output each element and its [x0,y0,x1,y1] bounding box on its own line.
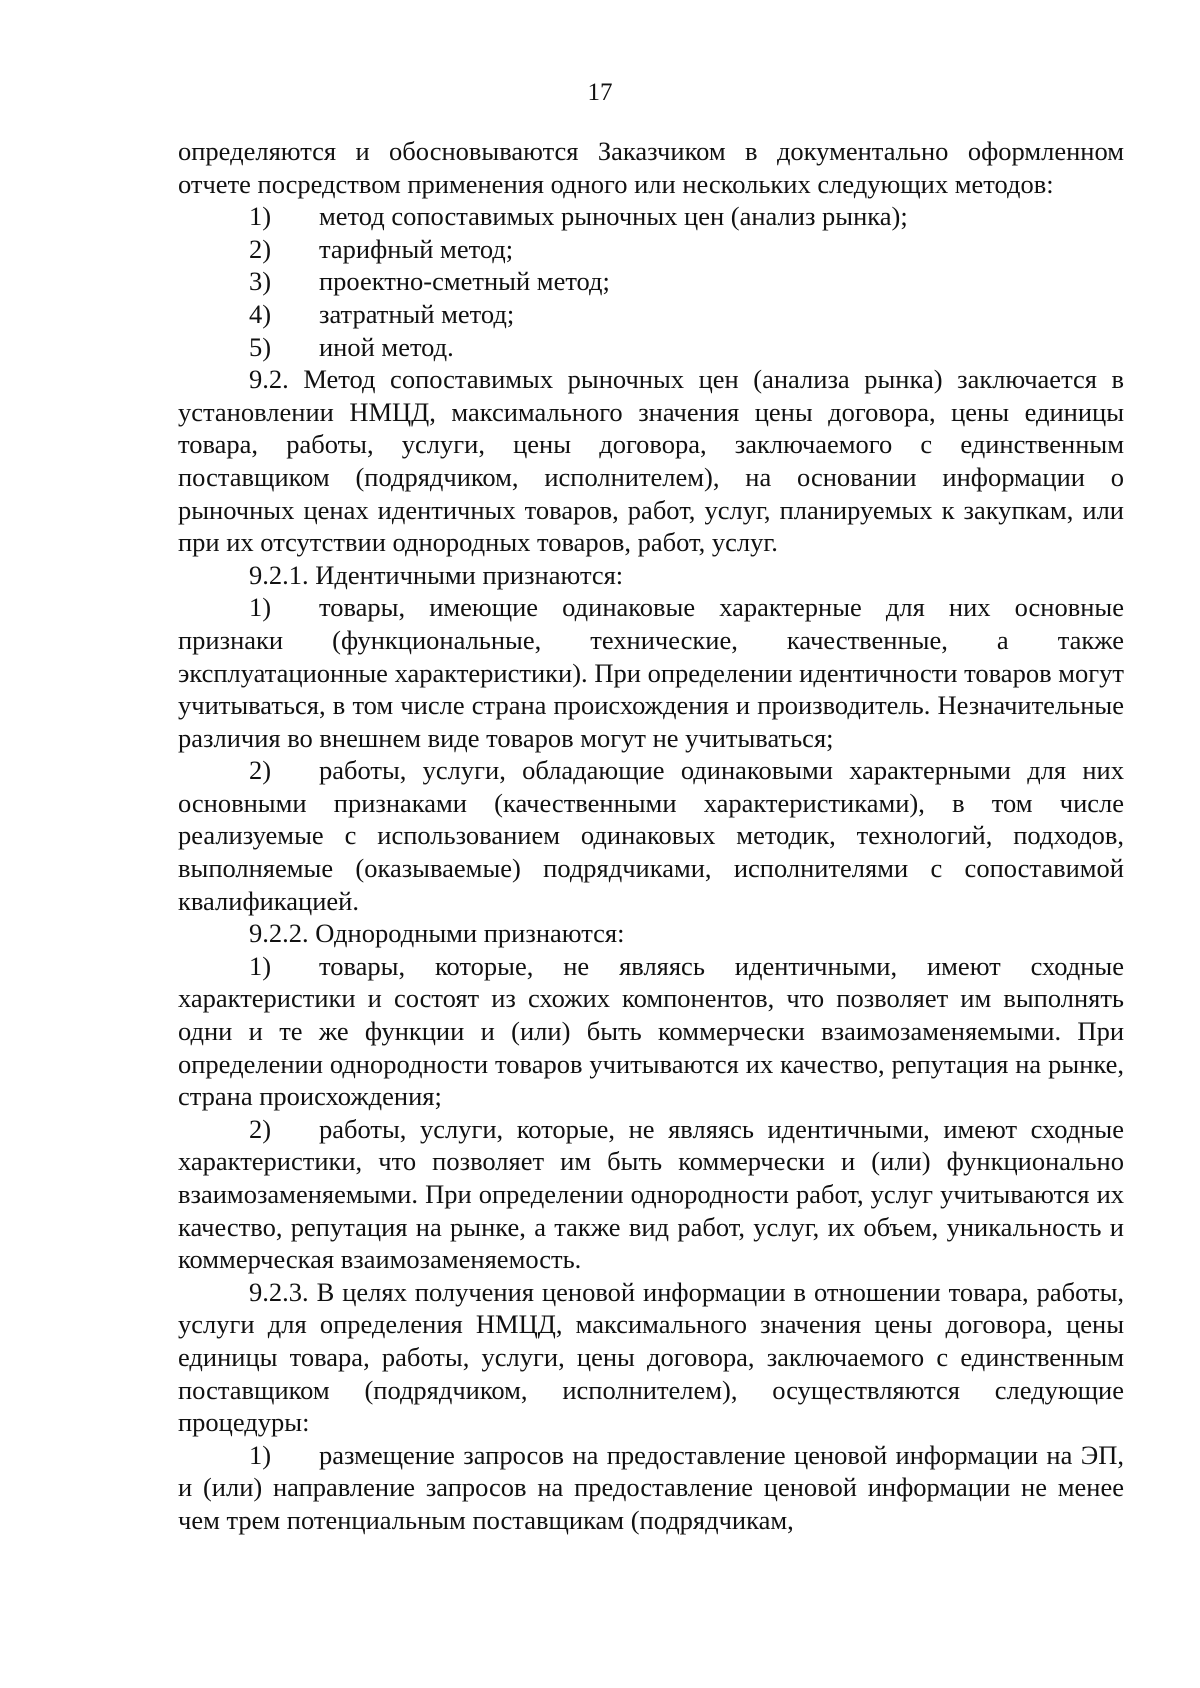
list-item-number: 2) [249,1113,272,1144]
list-item-text: иной метод. [319,331,454,362]
document-body [178,135,1124,1537]
list-item [178,298,1124,331]
list-item-text: работы, услуги, которые, не являясь идентичными, имеют сходные характеристики, что позволяет им быть коммерчески и (или) функционально взаимозаменяемыми. При определении однородности работ, услуг учитываются их качество, репутация на рынке, а также вид работ, услуг, их объем, уникальность и коммерческая взаимозаменяемость. [178,1113,1124,1275]
paragraph: определяются и обосновываются Заказчиком в документально оформленном отчете посредством применения одного или нескольких следующих методов: [178,136,1124,199]
list-item-text: проектно-сметный метод; [319,266,610,297]
paragraph: 9.2. Метод сопоставимых рыночных цен (анализа рынка) заключается в установлении НМЦД, максимального значения цены договора, цены единицы товара, работы, услуги, цены договора, заключаемого с единственным поставщиком (подрядчиком, исполнителем), на основании информации о рыночных ценах идентичных товаров, работ, услуг, планируемых к закупкам, или при их отсутствии однородных товаров, работ, услуг. [178,364,1124,558]
list-item-number: 5) [249,331,272,362]
list-item-text: тарифный метод; [319,233,514,264]
list-item [178,950,1124,1113]
list-item [178,591,1124,754]
list-item-text: товары, имеющие одинаковые характерные для них основные признаки (функциональные, технические, качественные, а также эксплуатационные характеристики). При определении идентичности товаров могут учитываться, в том числе страна происхождения и производитель. Незначительные различия во внешнем виде товаров могут не учитываться; [178,592,1124,753]
list-item-number: 2) [249,755,272,786]
list-item-text: размещение запросов на предоставление ценовой информации на ЭП, и (или) направление запросов на предоставление ценовой информации не менее чем трем потенциальным поставщикам (подрядчикам, [178,1439,1124,1535]
list-item [178,200,1124,233]
list-item-number: 1) [249,201,272,232]
list-item [178,1113,1124,1276]
list-item-number: 1) [249,592,272,623]
list-item-number: 1) [249,950,272,981]
list-item-text: метод сопоставимых рыночных цен (анализ рынка); [319,201,908,232]
paragraph: 9.2.1. Идентичными признаются: [249,559,624,590]
list-item [178,331,1124,364]
list-item [178,265,1124,298]
paragraph: 9.2.3. В целях получения ценовой информации в отношении товара, работы, услуги для определения НМЦД, максимального значения цены договора, цены единицы товара, работы, услуги, цены договора, заключаемого с единственным поставщиком (подрядчиком, исполнителем), осуществляются следующие процедуры: [178,1276,1124,1438]
list-item-text: работы, услуги, обладающие одинаковыми характерными для них основными признаками (качественными характеристиками), в том числе реализуемые с использованием одинаковых методик, технологий, подходов, выполняемые (оказываемые) подрядчиками, исполнителями с сопоставимой квалификацией. [178,755,1124,916]
list-item-number: 3) [249,266,272,297]
list-item-text: затратный метод; [319,298,515,329]
list-item-number: 4) [249,298,272,329]
page-number: 17 [587,79,613,106]
list-item [178,233,1124,266]
list-item-number: 2) [249,233,272,264]
list-item-text: товары, которые, не являясь идентичными, имеют сходные характеристики и состоят из схожих компонентов, что позволяет им выполнять одни и те же функции и (или) быть коммерчески взаимозаменяемыми. При определении однородности товаров учитываются их качество, репутация на рынке, страна происхождения; [178,950,1124,1112]
list-item [178,754,1124,917]
list-item-number: 1) [249,1439,272,1470]
paragraph: 9.2.2. Однородными признаются: [249,918,625,949]
list-item [178,1439,1124,1537]
